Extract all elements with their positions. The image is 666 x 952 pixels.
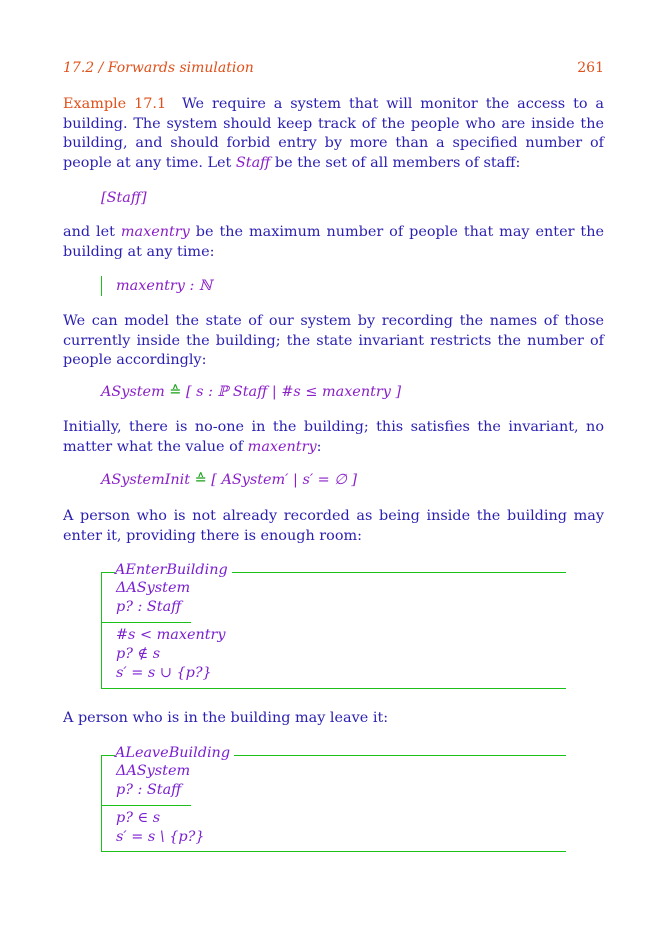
schema-bottom-rule	[101, 688, 566, 689]
schema-title: AEnterBuilding	[115, 562, 232, 578]
given-set: [Staff]	[101, 190, 147, 206]
p2-start: and let	[63, 224, 121, 240]
maxentry-term-2: maxentry	[247, 438, 317, 455]
p4-end: :	[316, 438, 322, 455]
init-name: ASystemInit	[101, 472, 191, 488]
schema-title: ALeaveBuilding	[115, 745, 234, 761]
staff-term: Staff	[235, 154, 271, 171]
leave-building-schema	[101, 745, 566, 853]
paragraph-init	[63, 418, 604, 457]
init-body: [ ASystem′ | s′ = ∅ ]	[211, 472, 358, 488]
asysteminit-definition	[101, 472, 357, 488]
maxentry-term: maxentry	[120, 224, 190, 240]
schema-divider	[101, 805, 191, 806]
schema-predicate: p? ∈ s	[116, 810, 161, 826]
page-number: 261	[577, 60, 604, 76]
axiom-text: maxentry : ℕ	[116, 278, 213, 294]
schema-divider	[101, 622, 191, 623]
paragraph-state: We can model the state of our system by recording the names of those currently inside the building; the state invariant restricts the number of people accordingly:	[63, 313, 604, 368]
asystem-definition	[101, 384, 401, 400]
asystem-body: [ s : ℙ Staff | #s ≤ maxentry ]	[185, 384, 402, 400]
intro-text: We require a system that will monitor the access to a building. The system should keep track of the people who are inside the building, and should forbid entry by more than a specified number of people at any time. Let	[63, 96, 604, 171]
axiom-bar	[101, 276, 102, 296]
def-symbol-2: ≙	[194, 472, 207, 488]
paragraph-intro	[63, 95, 604, 173]
example-label: Example 17.1	[63, 96, 167, 112]
schema-predicate: p? ∉ s	[116, 646, 161, 662]
paragraph-enter: A person who is not already recorded as being inside the building may enter it, providing there is enough room:	[63, 508, 604, 544]
schema-decl: p? : Staff	[116, 599, 182, 615]
schema-predicate: #s < maxentry	[116, 627, 226, 643]
paragraph-maxentry	[63, 223, 604, 262]
schema-decl: p? : Staff	[116, 782, 182, 798]
schema-predicate: s′ = s ∪ {p?}	[116, 665, 212, 681]
paragraph-leave: A person who is in the building may leave it:	[63, 710, 389, 726]
enter-building-schema	[101, 562, 566, 690]
def-symbol: ≙	[169, 384, 182, 400]
schema-predicate: s′ = s \ {p?}	[116, 829, 205, 845]
schema-decl: ΔASystem	[116, 580, 191, 596]
p2-end: be the maximum number of people that may enter the building at any time:	[63, 224, 604, 260]
schema-decl: ΔASystem	[116, 763, 191, 779]
running-header-section: 17.2 / Forwards simulation	[63, 60, 254, 76]
p4-start: Initially, there is no-one in the building; this satisfies the invariant, no matter what the value of	[63, 419, 604, 455]
schema-left-rule	[101, 572, 102, 688]
given-set-display	[101, 190, 147, 206]
schema-left-rule	[101, 755, 102, 851]
schema-bottom-rule	[101, 851, 566, 852]
intro-end: be the set of all members of staff:	[270, 154, 521, 171]
asystem-name: ASystem	[101, 384, 165, 400]
axiom-display	[116, 278, 212, 294]
